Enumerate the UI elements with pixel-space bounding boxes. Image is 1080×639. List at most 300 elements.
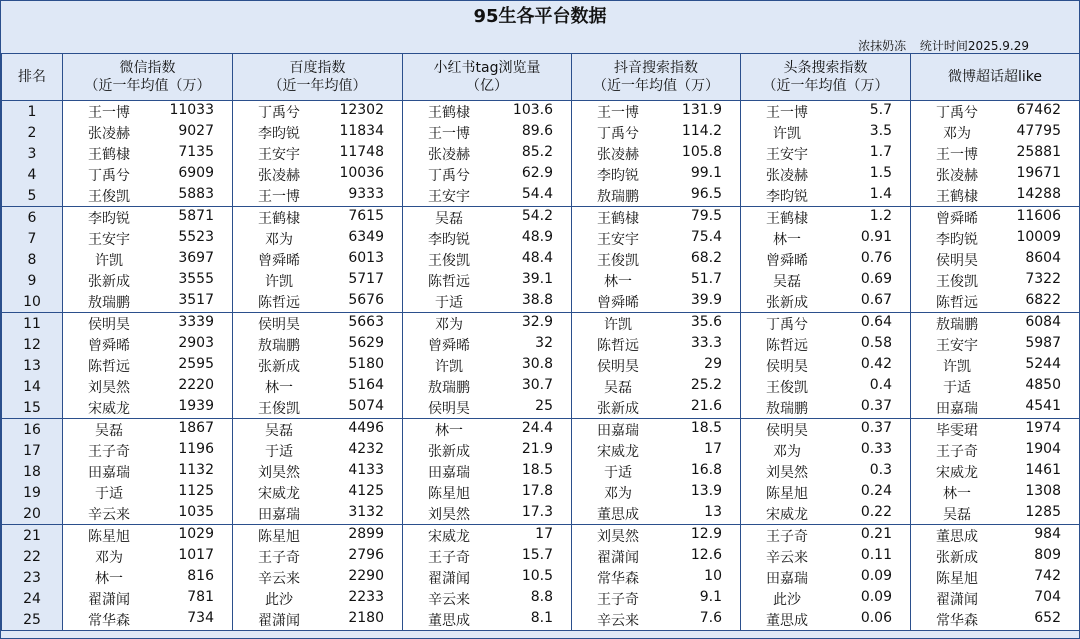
name-text: 王一博: [597, 104, 639, 121]
wechat-cell: [63, 376, 233, 397]
name-text: 张新成: [258, 358, 300, 375]
name-text: 王俊凯: [936, 273, 978, 290]
value-text: 68.2: [690, 249, 722, 266]
rank-cell: 1: [2, 101, 63, 123]
xiaohongshu-cell: [403, 609, 572, 631]
value-text: 3132: [348, 503, 384, 520]
name-text: 张凌赫: [766, 167, 808, 184]
value-text: 2290: [348, 567, 384, 584]
name-text: 王安宇: [936, 337, 978, 354]
wechat-cell: [63, 270, 233, 291]
value-text: 8.8: [530, 588, 553, 605]
xiaohongshu-cell: [403, 143, 572, 164]
xiaohongshu-cell: [403, 440, 572, 461]
value-text: 54.2: [521, 207, 553, 224]
name-text: 宋威龙: [258, 485, 300, 502]
name-text: 敖瑞鹏: [428, 379, 470, 396]
xiaohongshu-cell: [403, 525, 572, 547]
baidu-cell: [233, 397, 403, 419]
value-text: 1939: [178, 397, 214, 414]
weibo-cell: [911, 164, 1080, 185]
xiaohongshu-cell: [403, 355, 572, 376]
name-text: 张新成: [597, 400, 639, 417]
table-row: [2, 546, 1080, 567]
value-text: 0.76: [860, 249, 892, 266]
toutiao-cell: [741, 228, 911, 249]
name-text: 王子奇: [597, 591, 639, 608]
name-text: 田嘉瑞: [88, 464, 130, 481]
toutiao-cell: [741, 101, 911, 123]
value-text: 54.4: [521, 185, 553, 202]
rank-cell: 21: [2, 525, 63, 547]
toutiao-cell: [741, 164, 911, 185]
name-text: 张凌赫: [936, 167, 978, 184]
rank-cell: 18: [2, 461, 63, 482]
douyin-cell: [572, 249, 741, 270]
wechat-cell: [63, 207, 233, 229]
name-text: 吴磊: [604, 379, 632, 396]
douyin-cell: [572, 376, 741, 397]
value-text: 1904: [1025, 440, 1061, 457]
name-text: 常华森: [597, 570, 639, 587]
value-text: 47795: [1016, 122, 1061, 139]
name-text: 此沙: [265, 591, 293, 608]
baidu-cell: [233, 270, 403, 291]
value-text: 2595: [178, 355, 214, 372]
name-text: 刘昊然: [258, 464, 300, 481]
value-text: 19671: [1016, 164, 1061, 181]
value-text: 1285: [1025, 503, 1061, 520]
weibo-cell: [911, 313, 1080, 335]
rank-cell: 11: [2, 313, 63, 335]
weibo-cell: [911, 291, 1080, 313]
value-text: 0.58: [860, 334, 892, 351]
value-text: 1029: [178, 525, 214, 542]
table-row: [2, 270, 1080, 291]
name-text: 王子奇: [88, 443, 130, 460]
name-text: 刘昊然: [766, 464, 808, 481]
value-text: 1461: [1025, 461, 1061, 478]
toutiao-cell: [741, 122, 911, 143]
douyin-cell: [572, 419, 741, 441]
baidu-cell: [233, 440, 403, 461]
douyin-cell: [572, 185, 741, 207]
weibo-cell: [911, 588, 1080, 609]
value-text: 99.1: [690, 164, 722, 181]
table-row: [2, 440, 1080, 461]
name-text: 王子奇: [936, 443, 978, 460]
wechat-cell: [63, 143, 233, 164]
value-text: 105.8: [681, 143, 722, 160]
value-text: 25.2: [690, 376, 722, 393]
name-text: 曾舜晞: [766, 252, 808, 269]
name-text: 辛云来: [428, 591, 470, 608]
value-text: 3555: [178, 270, 214, 287]
value-text: 1125: [178, 482, 214, 499]
toutiao-cell: [741, 313, 911, 335]
table-row: [2, 249, 1080, 270]
name-text: 于适: [943, 379, 971, 396]
weibo-cell: [911, 503, 1080, 525]
baidu-cell: [233, 376, 403, 397]
value-text: 103.6: [512, 101, 553, 118]
value-text: 0.3: [869, 461, 892, 478]
table-row: [2, 588, 1080, 609]
name-text: 吴磊: [773, 273, 801, 290]
rank-cell: 20: [2, 503, 63, 525]
xiaohongshu-cell: [403, 397, 572, 419]
toutiao-cell: [741, 503, 911, 525]
toutiao-cell: [741, 291, 911, 313]
name-text: 辛云来: [88, 506, 130, 523]
name-text: 王俊凯: [597, 252, 639, 269]
value-text: 5244: [1025, 355, 1061, 372]
rank-cell: 17: [2, 440, 63, 461]
name-text: 许凯: [773, 125, 801, 142]
value-text: 79.5: [690, 207, 722, 224]
name-text: 曾舜晞: [597, 294, 639, 311]
name-text: 陈哲远: [597, 337, 639, 354]
value-text: 5180: [348, 355, 384, 372]
rank-cell: 19: [2, 482, 63, 503]
value-text: 5883: [178, 185, 214, 202]
weibo-cell: [911, 334, 1080, 355]
name-text: 于适: [265, 443, 293, 460]
value-text: 5164: [348, 376, 384, 393]
name-text: 侯明昊: [766, 422, 808, 439]
author-label: 浓抹奶冻: [858, 39, 907, 53]
name-text: 王鹤棣: [88, 146, 130, 163]
xiaohongshu-cell: [403, 461, 572, 482]
value-text: 0.11: [860, 546, 892, 563]
table-row: [2, 185, 1080, 207]
wechat-cell: [63, 567, 233, 588]
xiaohongshu-cell: [403, 185, 572, 207]
name-text: 邓为: [943, 125, 971, 142]
header-xiaohongshu: 小红书tag浏览量 （亿）: [403, 54, 572, 101]
value-text: 5676: [348, 291, 384, 308]
stat-time-label: 统计时间2025.9.29: [919, 39, 1029, 53]
value-text: 0.42: [860, 355, 892, 372]
header-toutiao: 头条搜索指数 （近一年均值（万）: [741, 54, 911, 101]
name-text: 陈星旭: [258, 528, 300, 545]
baidu-cell: [233, 567, 403, 588]
wechat-cell: [63, 101, 233, 123]
rank-cell: 8: [2, 249, 63, 270]
name-text: 翟潇闻: [258, 612, 300, 629]
wechat-cell: [63, 503, 233, 525]
toutiao-cell: [741, 440, 911, 461]
xiaohongshu-cell: [403, 419, 572, 441]
name-text: 王子奇: [766, 528, 808, 545]
name-text: 王一博: [88, 104, 130, 121]
ranking-table: [1, 53, 1080, 631]
wechat-cell: [63, 546, 233, 567]
name-text: 王子奇: [258, 549, 300, 566]
name-text: 吴磊: [435, 210, 463, 227]
name-text: 张凌赫: [597, 146, 639, 163]
name-text: 辛云来: [258, 570, 300, 587]
name-text: 王俊凯: [88, 188, 130, 205]
value-text: 9333: [348, 185, 384, 202]
xiaohongshu-cell: [403, 164, 572, 185]
value-text: 1.4: [869, 185, 892, 202]
baidu-cell: [233, 503, 403, 525]
name-text: 王安宇: [88, 231, 130, 248]
weibo-cell: [911, 461, 1080, 482]
wechat-cell: [63, 588, 233, 609]
value-text: 5074: [348, 397, 384, 414]
meta-line: [848, 37, 1029, 54]
weibo-cell: [911, 397, 1080, 419]
table-row: [2, 228, 1080, 249]
name-text: 董思成: [766, 612, 808, 629]
name-text: 陈星旭: [766, 485, 808, 502]
value-text: 12.6: [690, 546, 722, 563]
douyin-cell: [572, 228, 741, 249]
value-text: 5663: [348, 313, 384, 330]
value-text: 10009: [1016, 228, 1061, 245]
name-text: 林一: [435, 422, 463, 439]
value-text: 30.8: [521, 355, 553, 372]
name-text: 许凯: [95, 252, 123, 269]
name-text: 常华森: [88, 612, 130, 629]
value-text: 24.4: [521, 419, 553, 436]
baidu-cell: [233, 228, 403, 249]
name-text: 林一: [604, 273, 632, 290]
wechat-cell: [63, 440, 233, 461]
value-text: 781: [187, 588, 214, 605]
weibo-cell: [911, 546, 1080, 567]
value-text: 3697: [178, 249, 214, 266]
name-text: 王鹤棣: [597, 210, 639, 227]
name-text: 邓为: [773, 443, 801, 460]
name-text: 刘昊然: [88, 379, 130, 396]
toutiao-cell: [741, 207, 911, 229]
name-text: 邓为: [95, 549, 123, 566]
value-text: 5987: [1025, 334, 1061, 351]
value-text: 4125: [348, 482, 384, 499]
value-text: 30.7: [521, 376, 553, 393]
name-text: 陈星旭: [936, 570, 978, 587]
header-rank: 排名: [2, 54, 63, 101]
value-text: 32: [535, 334, 553, 351]
value-text: 51.7: [690, 270, 722, 287]
xiaohongshu-cell: [403, 207, 572, 229]
name-text: 邓为: [604, 485, 632, 502]
baidu-cell: [233, 546, 403, 567]
name-text: 吴磊: [943, 506, 971, 523]
name-text: 刘昊然: [428, 506, 470, 523]
name-text: 田嘉瑞: [597, 422, 639, 439]
wechat-cell: [63, 122, 233, 143]
douyin-cell: [572, 503, 741, 525]
value-text: 18.5: [690, 419, 722, 436]
baidu-cell: [233, 249, 403, 270]
toutiao-cell: [741, 334, 911, 355]
toutiao-cell: [741, 249, 911, 270]
value-text: 62.9: [521, 164, 553, 181]
header-wechat: 微信指数 （近一年均值（万）: [63, 54, 233, 101]
weibo-cell: [911, 228, 1080, 249]
name-text: 王安宇: [597, 231, 639, 248]
name-text: 敖瑞鹏: [936, 316, 978, 333]
value-text: 11748: [339, 143, 384, 160]
weibo-cell: [911, 440, 1080, 461]
name-text: 李昀锐: [597, 167, 639, 184]
name-text: 陈哲远: [766, 337, 808, 354]
wechat-cell: [63, 419, 233, 441]
value-text: 131.9: [681, 101, 722, 118]
value-text: 4541: [1025, 397, 1061, 414]
toutiao-cell: [741, 270, 911, 291]
name-text: 丁禹兮: [936, 104, 978, 121]
name-text: 许凯: [265, 273, 293, 290]
value-text: 39.1: [521, 270, 553, 287]
name-text: 王鹤棣: [258, 210, 300, 227]
value-text: 2903: [178, 334, 214, 351]
rank-cell: 4: [2, 164, 63, 185]
name-text: 李昀锐: [766, 188, 808, 205]
douyin-cell: [572, 440, 741, 461]
weibo-cell: [911, 355, 1080, 376]
value-text: 2796: [348, 546, 384, 563]
value-text: 1.2: [869, 207, 892, 224]
value-text: 1.7: [869, 143, 892, 160]
value-text: 742: [1034, 567, 1061, 584]
value-text: 2233: [348, 588, 384, 605]
weibo-cell: [911, 376, 1080, 397]
value-text: 5629: [348, 334, 384, 351]
header-weibo: 微博超话超like: [911, 54, 1080, 101]
value-text: 18.5: [521, 461, 553, 478]
value-text: 12.9: [690, 525, 722, 542]
value-text: 1017: [178, 546, 214, 563]
name-text: 曾舜晞: [258, 252, 300, 269]
value-text: 0.91: [860, 228, 892, 245]
value-text: 7615: [348, 207, 384, 224]
value-text: 1308: [1025, 482, 1061, 499]
table-row: [2, 397, 1080, 419]
name-text: 敖瑞鹏: [258, 337, 300, 354]
name-text: 林一: [265, 379, 293, 396]
value-text: 21.9: [521, 440, 553, 457]
baidu-cell: [233, 461, 403, 482]
baidu-cell: [233, 609, 403, 631]
table-row: [2, 164, 1080, 185]
name-text: 邓为: [435, 316, 463, 333]
weibo-cell: [911, 482, 1080, 503]
name-text: 李昀锐: [428, 231, 470, 248]
table-row: [2, 355, 1080, 376]
value-text: 33.3: [690, 334, 722, 351]
name-text: 张凌赫: [88, 125, 130, 142]
value-text: 17: [535, 525, 553, 542]
value-text: 13.9: [690, 482, 722, 499]
weibo-cell: [911, 609, 1080, 631]
wechat-cell: [63, 185, 233, 207]
name-text: 田嘉瑞: [936, 400, 978, 417]
table-row: [2, 207, 1080, 229]
name-text: 王鹤棣: [936, 188, 978, 205]
name-text: 王一博: [428, 125, 470, 142]
table-row: [2, 461, 1080, 482]
header-row: [2, 54, 1080, 101]
wechat-cell: [63, 525, 233, 547]
douyin-cell: [572, 270, 741, 291]
name-text: 张凌赫: [428, 146, 470, 163]
name-text: 侯明昊: [766, 358, 808, 375]
value-text: 9027: [178, 122, 214, 139]
rank-cell: 25: [2, 609, 63, 631]
wechat-cell: [63, 164, 233, 185]
name-text: 许凯: [604, 316, 632, 333]
name-text: 陈哲远: [258, 294, 300, 311]
name-text: 李昀锐: [258, 125, 300, 142]
value-text: 14288: [1016, 185, 1061, 202]
name-text: 董思成: [597, 506, 639, 523]
name-text: 王一博: [766, 104, 808, 121]
value-text: 7.6: [699, 609, 722, 626]
wechat-cell: [63, 249, 233, 270]
value-text: 0.37: [860, 419, 892, 436]
name-text: 王一博: [258, 188, 300, 205]
wechat-cell: [63, 334, 233, 355]
name-text: 宋威龙: [597, 443, 639, 460]
wechat-cell: [63, 313, 233, 335]
douyin-cell: [572, 207, 741, 229]
name-text: 林一: [773, 231, 801, 248]
xiaohongshu-cell: [403, 503, 572, 525]
name-text: 侯明昊: [936, 252, 978, 269]
douyin-cell: [572, 122, 741, 143]
value-text: 0.37: [860, 397, 892, 414]
xiaohongshu-cell: [403, 376, 572, 397]
name-text: 敖瑞鹏: [597, 188, 639, 205]
value-text: 17: [704, 440, 722, 457]
name-text: 吴磊: [265, 422, 293, 439]
value-text: 5717: [348, 270, 384, 287]
value-text: 11606: [1016, 207, 1061, 224]
value-text: 0.21: [860, 525, 892, 542]
name-text: 王一博: [936, 146, 978, 163]
weibo-cell: [911, 207, 1080, 229]
rank-cell: 2: [2, 122, 63, 143]
value-text: 10036: [339, 164, 384, 181]
douyin-cell: [572, 461, 741, 482]
name-text: 陈星旭: [428, 485, 470, 502]
value-text: 0.33: [860, 440, 892, 457]
table-row: [2, 567, 1080, 588]
table-row: [2, 376, 1080, 397]
name-text: 于适: [604, 464, 632, 481]
douyin-cell: [572, 397, 741, 419]
value-text: 1867: [178, 419, 214, 436]
baidu-cell: [233, 482, 403, 503]
value-text: 809: [1034, 546, 1061, 563]
value-text: 0.64: [860, 313, 892, 330]
name-text: 敖瑞鹏: [766, 400, 808, 417]
name-text: 林一: [95, 570, 123, 587]
value-text: 48.9: [521, 228, 553, 245]
name-text: 王俊凯: [258, 400, 300, 417]
name-text: 王安宇: [258, 146, 300, 163]
xiaohongshu-cell: [403, 228, 572, 249]
value-text: 4133: [348, 461, 384, 478]
value-text: 1974: [1025, 419, 1061, 436]
baidu-cell: [233, 588, 403, 609]
toutiao-cell: [741, 143, 911, 164]
